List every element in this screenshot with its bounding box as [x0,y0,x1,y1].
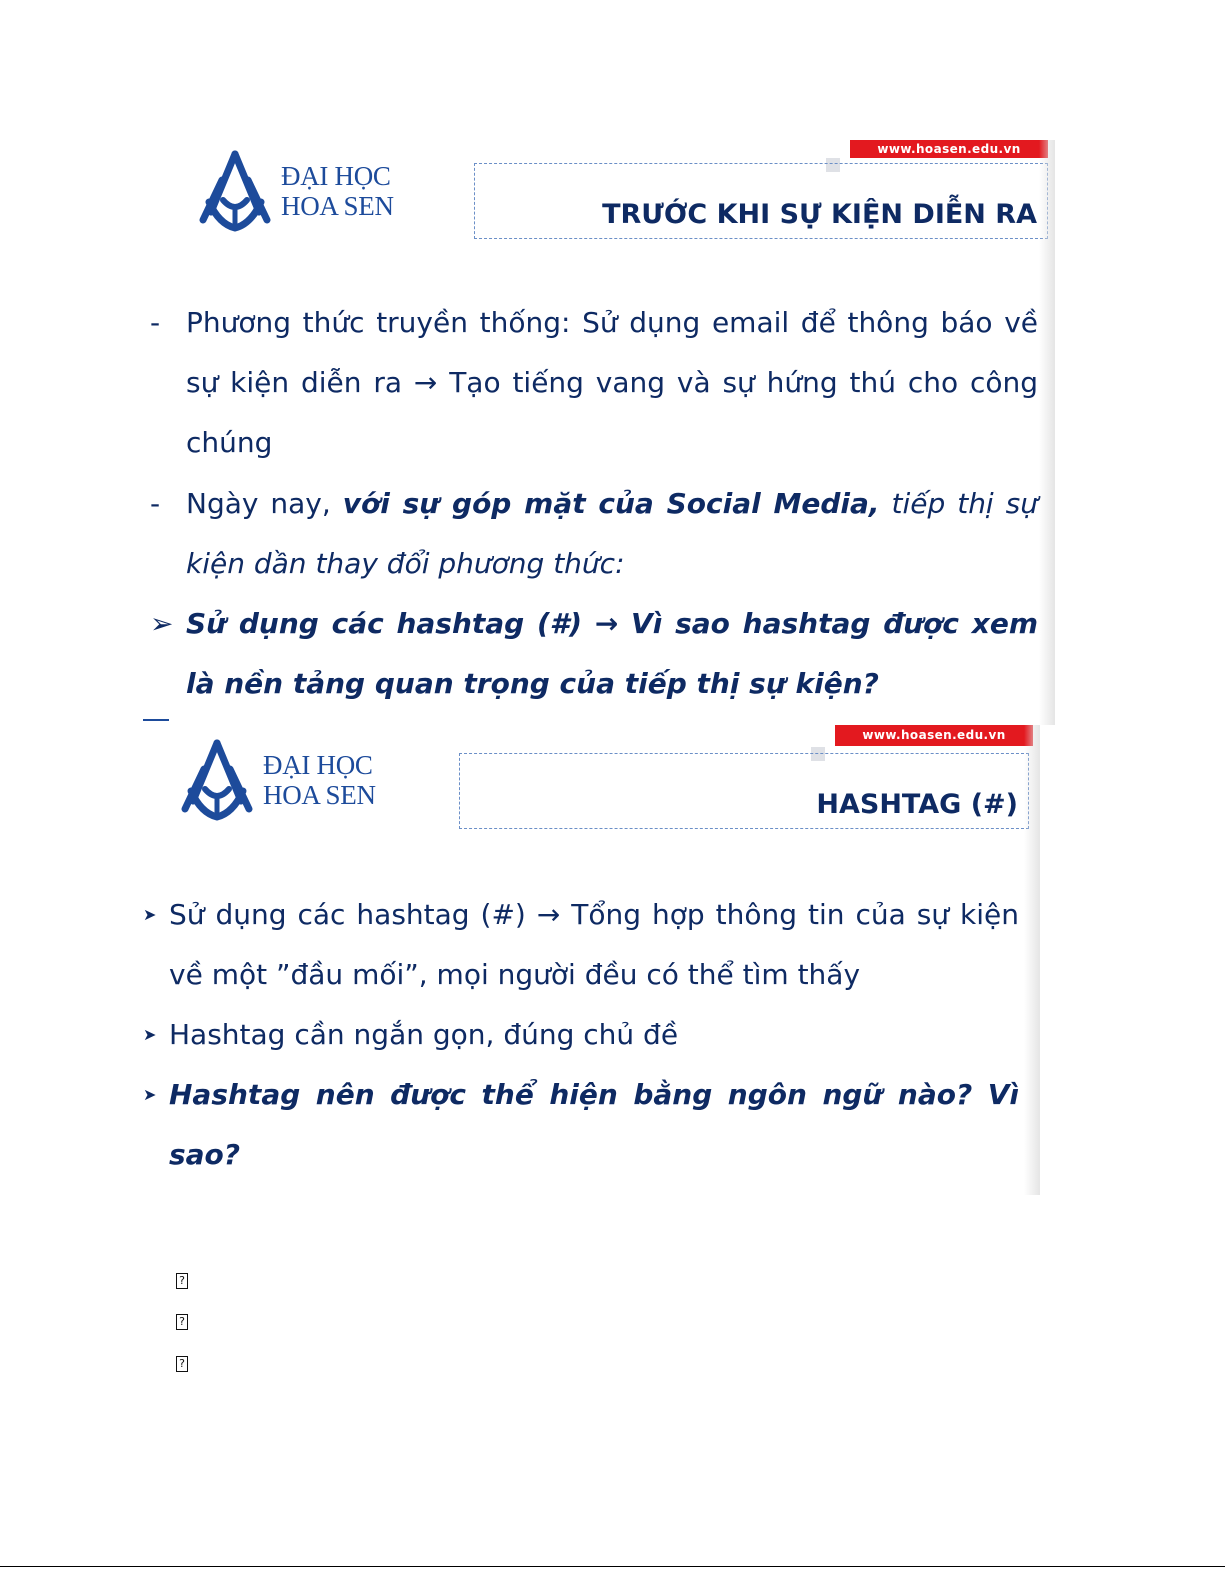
logo-line-1: ĐẠI HỌC [281,161,391,191]
slide-hashtag [125,725,1040,1195]
slide-title: TRƯỚC KHI SỰ KIỆN DIỄN RA [602,199,1037,230]
lotus-mountain-icon [177,739,257,821]
slide-before-event [140,140,1055,725]
bullet-paragraph [150,474,1039,594]
logo-line-2: HOA SEN [263,780,376,810]
paragraph-text: Hashtag cần ngắn gọn, đúng chủ đề [169,1018,679,1051]
emphasis-text: với sự góp mặt của Social Media, [342,487,880,520]
title-frame [474,163,1048,239]
bullet-paragraph [143,885,1019,1005]
arrowhead-bullet-icon: ➤ [143,905,157,924]
missing-glyph-icon: ? [176,1273,188,1289]
logo-line-2: HOA SEN [281,191,394,221]
logo-line-1: ĐẠI HỌC [263,750,373,780]
title-frame [459,753,1029,829]
arrowhead-bullet-icon: ➤ [143,1085,157,1104]
hoa-sen-logo [177,739,376,821]
paragraph-text: Phương thức truyền thống: Sử dụng email để thông báo về sự kiện diễn ra → Tạo tiếng vang và sự hứng thú cho công chúng [186,306,1038,459]
missing-glyph-icon: ? [176,1314,188,1330]
dash-marker: - [150,487,161,520]
bullet-paragraph [150,594,1038,714]
paragraph-text: Sử dụng các hashtag (#) → Vì sao hashtag được xem là nền tảng quan trọng của tiếp thị sự kiện? [186,607,1038,700]
page-bottom-rule [0,1566,1225,1567]
logo-wordmark [263,750,376,810]
slide-title: HASHTAG (#) [816,789,1018,820]
website-url-tag: www.hoasen.edu.vn [850,140,1048,158]
italic-text: tiếp thị sự kiện dần thay đổi phương thức: [186,487,1039,580]
arrow-bullet-icon: ➢ [150,607,174,640]
missing-glyph-icon: ? [176,1356,188,1372]
bullet-paragraph [143,1065,1019,1185]
separator-line [143,719,169,721]
bullet-paragraph [143,1005,1019,1065]
paragraph-text: Hashtag nên được thể hiện bằng ngôn ngữ nào? Vì sao? [169,1078,1019,1171]
arrowhead-bullet-icon: ➤ [143,1025,157,1044]
hoa-sen-logo [195,150,394,232]
paragraph-text: Sử dụng các hashtag (#) → Tổng hợp thông tin của sự kiện về một ”đầu mối”, mọi người đều có thể tìm thấy [169,898,1019,991]
website-url-tag: www.hoasen.edu.vn [835,725,1033,746]
lotus-mountain-icon [195,150,275,232]
paragraph-text: Ngày nay, [186,487,343,520]
bullet-paragraph [150,293,1038,473]
dash-marker: - [150,306,161,339]
logo-wordmark [281,161,394,221]
